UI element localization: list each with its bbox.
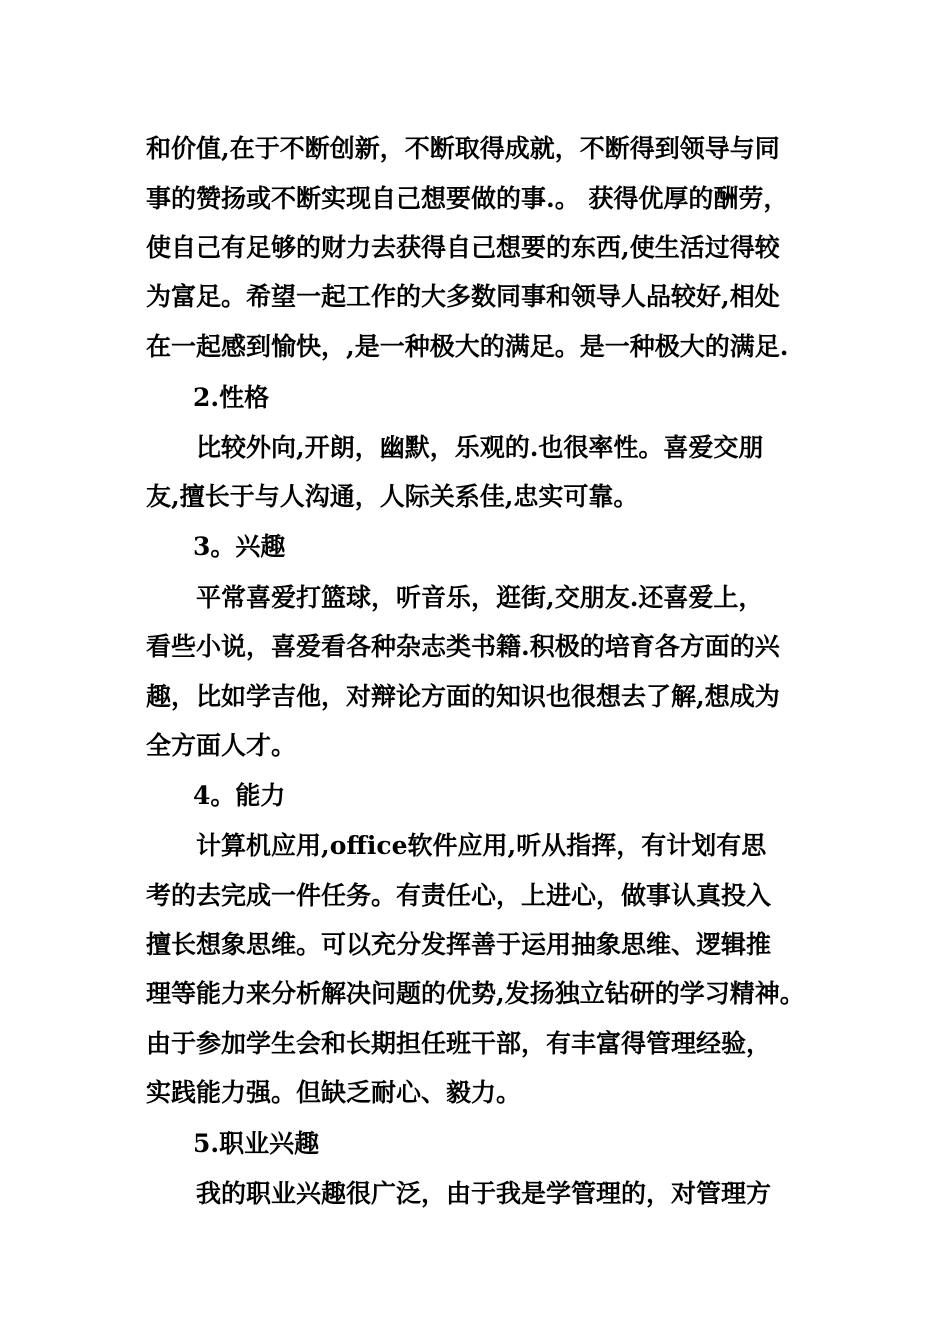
section-heading-personality: 2.性格 [193, 383, 270, 412]
text-line-12: 趣，比如学吉他，对辩论方面的知识也很想去了解,想成为 [146, 682, 780, 711]
text-line-3: 使自己有足够的财力去获得自己想要的东西,使生活过得较 [146, 233, 780, 262]
text-line-11: 看些小说，喜爱看各种杂志类书籍.积极的培育各方面的兴 [146, 632, 780, 661]
text-line-13: 全方面人才。 [146, 731, 297, 760]
text-line-4: 为富足。希望一起工作的大多数同事和领导人品较好,相处 [146, 282, 780, 311]
text-line-10: 平常喜爱打篮球，听音乐，逛街,交朋友.还喜爱上， [196, 583, 764, 612]
text-line-17: 擅长想象思维。可以充分发挥善于运用抽象思维、逻辑推 [146, 930, 772, 959]
text-line-2: 事的赞扬或不断实现自己想要做的事.。 获得优厚的酬劳， [146, 184, 789, 213]
text-line-20: 实践能力强。但缺乏耐心、毅力。 [146, 1078, 522, 1107]
text-line-19: 由于参加学生会和长期担任班干部，有丰富得管理经验， [146, 1029, 772, 1058]
text-line-8: 友,擅长于与人沟通，人际关系佳,忠实可靠。 [146, 482, 639, 511]
section-heading-abilities: 4。能力 [193, 781, 286, 810]
text-line-18: 理等能力来分析解决问题的优势,发扬独立钻研的学习精神。 [146, 979, 805, 1008]
text-line-15: 计算机应用,office软件应用,听从指挥，有计划有思 [196, 831, 767, 860]
text-line-16: 考的去完成一件任务。有责任心，上进心，做事认真投入 [146, 881, 772, 910]
text-line-1: 和价值,在于不断创新，不断取得成就，不断得到领导与同 [146, 134, 780, 163]
text-line-22: 我的职业兴趣很广泛，由于我是学管理的，对管理方 [196, 1179, 772, 1208]
section-heading-interests: 3。兴趣 [193, 532, 286, 561]
section-heading-career-interests: 5.职业兴趣 [193, 1129, 320, 1158]
text-line-5: 在一起感到愉快，,是一种极大的满足。是一种极大的满足. [146, 332, 789, 361]
text-line-7: 比较外向,开朗，幽默，乐观的.也很率性。喜爱交朋 [196, 433, 764, 462]
